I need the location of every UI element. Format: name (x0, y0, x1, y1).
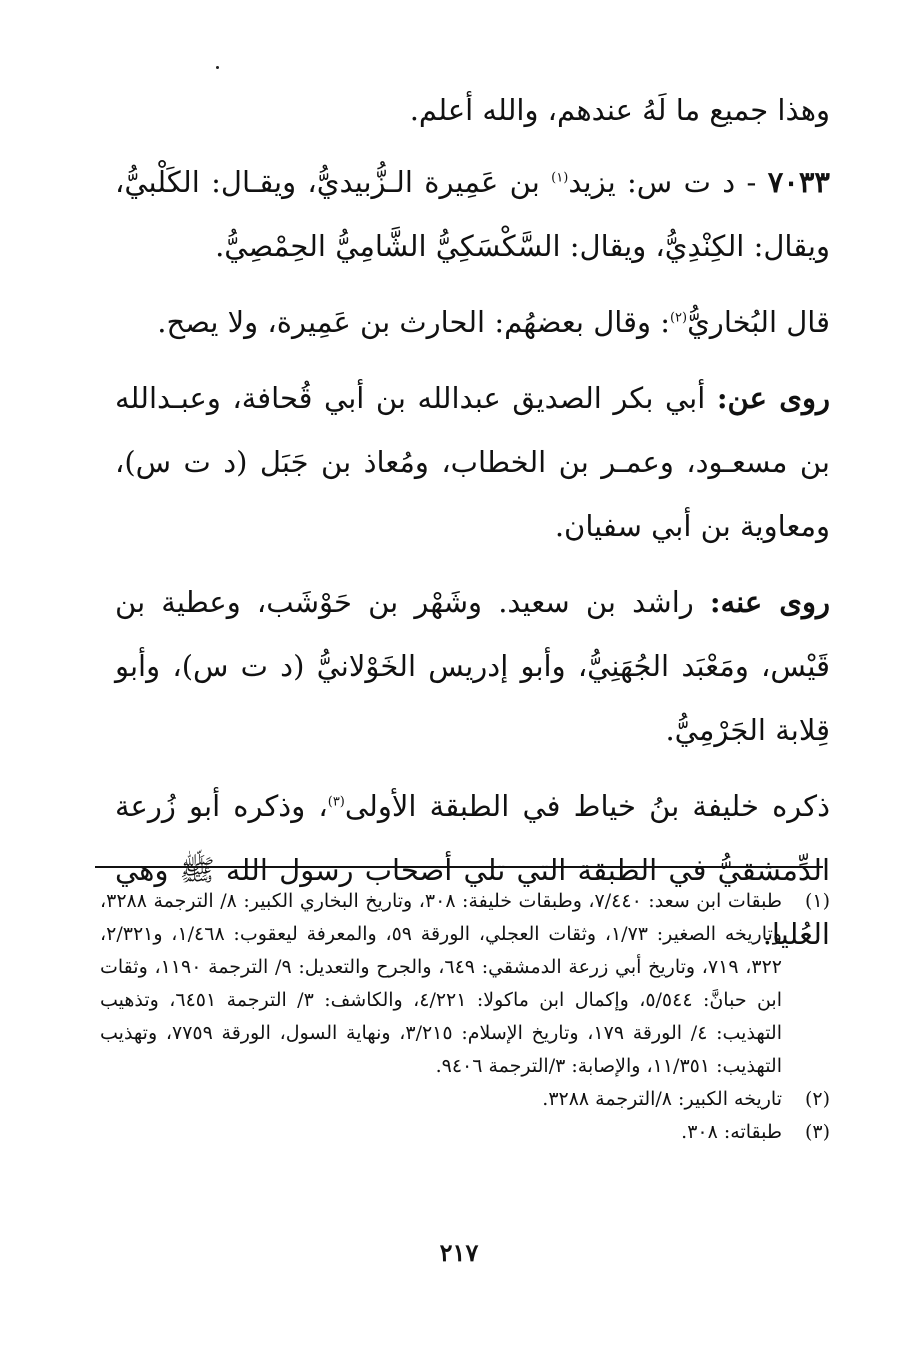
scan-speck (216, 66, 219, 69)
footnote-text: طبقاته: ٣٠٨. (681, 1121, 782, 1143)
narrated-by-text: راشد بن سعيد. وشَهْر بن حَوْشَب، وعطية بن قَيْس، ومَعْبَد الجُهَنِيُّ، وأبو إدريس الخَوْلانيُّ (د ت س)، وأبو قِلابة الجَرْمِيُّ. (115, 585, 830, 747)
footnote-number: (١) (804, 890, 830, 912)
footnote-text: تاريخه الكبير: ٨/الترجمة ٣٢٨٨. (542, 1088, 782, 1110)
footnote-number: (٢) (804, 1088, 830, 1110)
footnote-divider (95, 866, 823, 868)
footnote-2 (100, 1083, 830, 1116)
footnote-text: طبقات ابن سعد: ٧/٤٤٠، وطبقات خليفة: ٣٠٨، وتاريخ البخاري الكبير: ٨/ الترجمة ٣٢٨٨، وتاريخه الصغير: ١/٧٣، وثقات العجلي، الورقة ٥٩، والمعرفة ليعقوب: ١/٤٦٨، و٢/٣٢١، ٣٢٢، ٧١٩، وتاريخ أبي زرعة الدمشقي: ٦٤٩، والجرح والتعديل: ٩/ الترجمة ١١٩٠، وثقات ابن حبانَّ: ٥/٥٤٤، وإكمال ابن ماكولا: ٤/٢٢١، والكاشف: ٣/ الترجمة ٦٤٥١، وتذهيب التهذيب: ٤/ الورقة ١٧٩، وتاريخ الإسلام: ٣/٢١٥، ونهاية السول، الورقة ٧٧٥٩، وتهذيب التهذيب: ١١/٣٥١، والإصابة: ٣/الترجمة ٩٤٠٦. (100, 890, 783, 1077)
narrated-from-text: أبي بكر الصديق عبدالله بن أبي قُحافة، وعبـدالله بن مسعـود، وعمـر بن الخطاب، ومُعاذ بن جَبَل (د ت س)، ومعاوية بن أبي سفيان. (115, 381, 830, 543)
entry-heading-text-rest: بن عَمِيرة الـزُّبيديُّ، ويقـال: الكَلْبيُّ، ويقال: الكِنْدِيُّ، ويقال: السَّكْسَكِيُّ الشَّامِيُّ الحِمْصِيُّ. (115, 165, 830, 263)
footnote-3 (100, 1116, 830, 1149)
bukhari-text-rest: : وقال بعضهُم: الحارث بن عَمِيرة، ولا يصح. (157, 305, 670, 339)
footnote-ref-1[interactable]: (١) (551, 170, 569, 186)
footnotes (100, 885, 830, 1149)
entry-heading-text: - د ت س: يزيد (568, 165, 757, 199)
page-number: ٢١٧ (439, 1238, 479, 1267)
footnote-1 (100, 885, 830, 1083)
footnote-number: (٣) (804, 1121, 830, 1143)
entry-heading (115, 150, 830, 278)
mention-text-rest: ، وذكره أبو زُرعة الدِّمشقيُّ في الطبقة التي تلي أصحاب رسول الله ﷺ وهي العُليا. (115, 789, 830, 951)
narrated-from-label: روى عن: (716, 381, 830, 415)
bukhari-text: قال البُخاريُّ (687, 305, 830, 339)
mention-text: ذكره خليفة بنُ خياط في الطبقة الأولى (344, 789, 831, 823)
opening-line: وهذا جميع ما لَهُ عندهم، والله أعلم. (409, 93, 830, 127)
narrated-from-paragraph (115, 366, 830, 558)
narrated-by-label: روى عنه: (709, 585, 830, 619)
main-text (115, 78, 830, 978)
bukhari-paragraph (115, 290, 830, 354)
footnote-ref-2[interactable]: (٢) (669, 310, 688, 326)
narrated-by-paragraph (115, 570, 830, 762)
footnote-ref-3[interactable]: (٣) (327, 794, 345, 810)
entry-number: ٧٠٣٣ (767, 165, 830, 199)
